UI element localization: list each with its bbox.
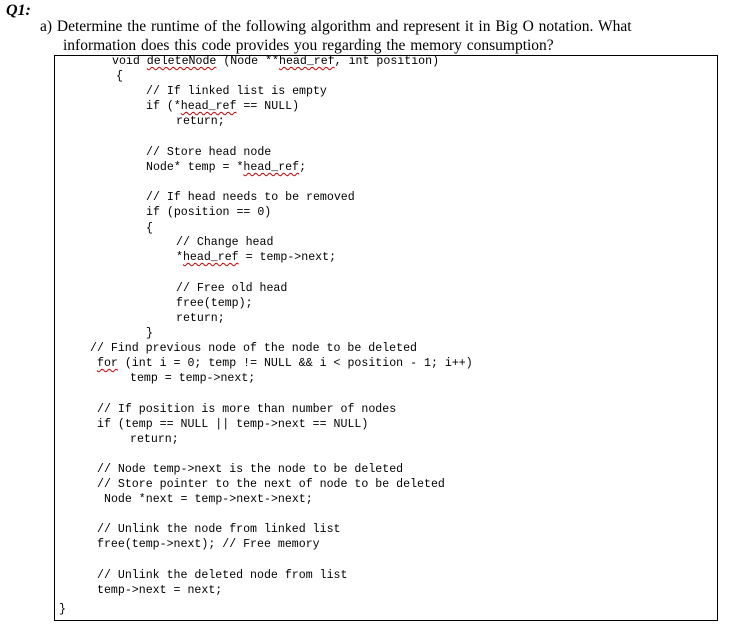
code-line (97, 418, 368, 432)
code-line (97, 403, 396, 417)
spellcheck-flagged-word: deleteNode (146, 55, 217, 68)
prompt-line-2: information does this code provides you regarding the memory consumption? (63, 37, 554, 54)
code-text: if (* (146, 100, 181, 113)
code-text: // Node temp->next is the node to be deleted (97, 463, 404, 476)
code-line (97, 538, 320, 552)
code-text: * (176, 251, 183, 264)
question-label: Q1: (6, 2, 31, 19)
code-line (97, 523, 341, 537)
code-line (146, 206, 271, 220)
code-text: Node *next = temp->next->next; (104, 493, 313, 506)
code-line (176, 297, 253, 311)
code-line (104, 493, 313, 507)
code-text: // Unlink the deleted node from list (97, 569, 348, 582)
code-text: } (146, 327, 153, 340)
code-text: { (116, 70, 123, 83)
code-text: return; (176, 312, 225, 325)
code-line (176, 251, 336, 265)
code-text: // Store pointer to the next of node to be deleted (97, 478, 445, 491)
code-text: // Change head (176, 236, 274, 249)
code-text: temp = temp->next; (130, 372, 256, 385)
code-text: ; (299, 161, 307, 174)
code-line (146, 146, 271, 160)
code-text: , int position) (334, 55, 440, 68)
code-text: void (112, 55, 147, 68)
code-line (130, 372, 255, 386)
code-line (97, 584, 222, 598)
code-text: Node* temp = * (146, 161, 244, 174)
code-text: (int i = 0; temp != NULL && i < position - 1; i++) (117, 357, 473, 370)
code-text: // Store head node (146, 146, 272, 159)
code-text: // Free old head (176, 282, 288, 295)
prompt-line-1: a) Determine the runtime of the following algorithm and represent it in Big O notation. What (40, 18, 632, 35)
code-line (176, 115, 225, 129)
code-line (90, 342, 417, 356)
code-text: { (146, 222, 153, 235)
spellcheck-flagged-word: head_ref (243, 161, 300, 174)
code-text: free(temp->next); // Free memory (97, 538, 320, 551)
code-text: } (59, 603, 66, 616)
code-text: // If position is more than number of nodes (97, 403, 397, 416)
code-text: return; (130, 433, 179, 446)
code-line (112, 55, 439, 69)
spellcheck-flagged-word: head_ref (279, 55, 335, 68)
code-text: temp->next = next; (97, 584, 223, 597)
code-line (176, 236, 273, 250)
spellcheck-flagged-word: head_ref (182, 251, 239, 264)
code-text: // If head needs to be removed (146, 191, 355, 204)
code-line (176, 312, 225, 326)
code-line (116, 70, 123, 84)
code-text: free(temp); (176, 297, 253, 310)
spellcheck-flagged-word: for (97, 357, 118, 370)
code-text: // Find previous node of the node to be deleted (90, 342, 417, 355)
code-text: return; (176, 115, 225, 128)
code-text: == NULL) (236, 100, 300, 113)
spellcheck-flagged-word: head_ref (180, 100, 237, 113)
code-line (146, 100, 299, 114)
code-text: if (position == 0) (146, 206, 272, 219)
code-line (146, 85, 327, 99)
code-text: // Unlink the node from linked list (97, 523, 341, 536)
code-line (146, 222, 153, 236)
code-text: // If linked list is empty (146, 85, 327, 98)
question-prompt (40, 17, 730, 55)
code-text: = temp->next; (238, 251, 337, 264)
code-line (97, 463, 403, 477)
code-line (146, 161, 306, 175)
code-line (59, 603, 66, 617)
code-text: if (temp == NULL || temp->next == NULL) (97, 418, 369, 431)
code-line (97, 357, 473, 371)
code-text: (Node ** (216, 55, 279, 68)
code-line (146, 191, 355, 205)
code-line (97, 478, 445, 492)
code-line (130, 433, 179, 447)
code-line (97, 569, 347, 583)
code-line (176, 282, 287, 296)
code-line (146, 327, 153, 341)
